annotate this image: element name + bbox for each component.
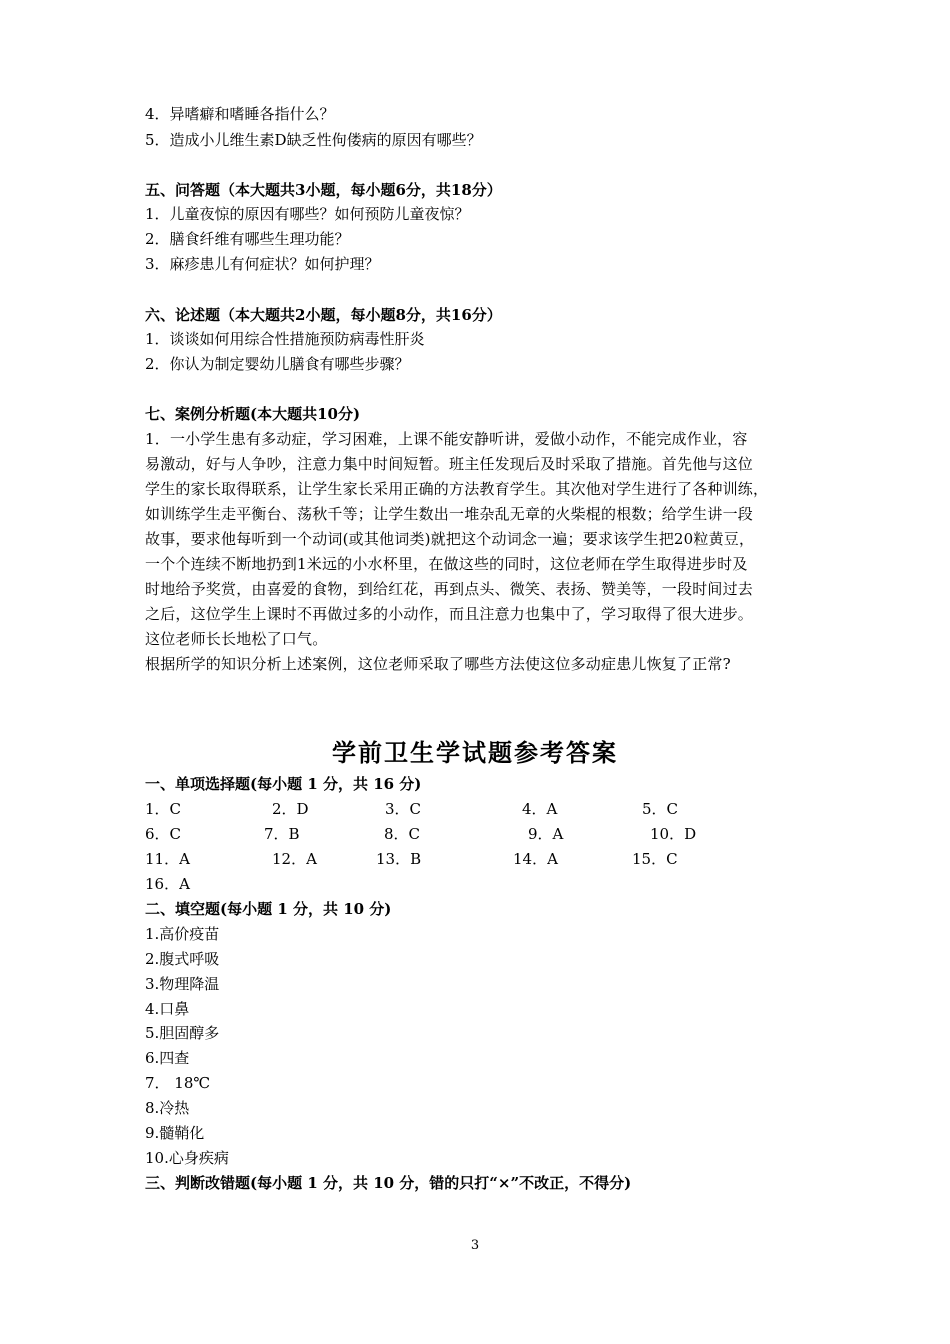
fill-answer: 3.物理降温 xyxy=(145,975,220,993)
answer-16: 16．A xyxy=(145,875,190,893)
fill-answer: 10.心身疾病 xyxy=(145,1149,229,1167)
answer-4: 4．A xyxy=(522,800,558,818)
section-5-item: 2．膳食纤维有哪些生理功能？ xyxy=(145,230,350,248)
fill-answer: 9.髓鞘化 xyxy=(145,1124,205,1142)
case-paragraph-line: 故事，要求他每听到一个动词(或其他词类)就把这个动词念一遍；要求该学生把20粒黄豆， xyxy=(145,530,755,548)
answer-14: 14．A xyxy=(513,850,558,868)
fill-answer: 5.胆固醇多 xyxy=(145,1024,220,1042)
answer-6: 6．C xyxy=(145,825,182,843)
section-6-item: 2．你认为制定婴幼儿膳食有哪些步骤？ xyxy=(145,355,410,373)
case-paragraph-line: 时地给予奖赏，由喜爱的食物，到给红花，再到点头、微笑、表扬、赞美等，一段时间过去 xyxy=(145,580,754,598)
section-7-heading: 七、案例分析题(本大题共10分) xyxy=(145,405,361,423)
section-5-item: 1．儿童夜惊的原因有哪些？如何预防儿童夜惊？ xyxy=(145,205,470,223)
case-question-line: 根据所学的知识分析上述案例，这位老师采取了哪些方法使这位多动症患儿恢复了正常? xyxy=(145,655,731,673)
case-paragraph-line: 之后，这位学生上课时不再做过多的小动作，而且注意力也集中了，学习取得了很大进步。 xyxy=(145,605,754,623)
section-5-item: 3．麻疹患儿有何症状？如何护理？ xyxy=(145,255,380,273)
answer-11: 11．A xyxy=(145,850,190,868)
section-6-item: 1．谈谈如何用综合性措施预防病毒性肝炎 xyxy=(145,330,425,348)
fill-answer: 2.腹式呼吸 xyxy=(145,950,220,968)
answers-title: 学前卫生学试题参考答案 xyxy=(332,739,618,767)
case-paragraph-line: 1．一小学生患有多动症，学习困难，上课不能安静听讲，爱做小动作，不能完成作业，容 xyxy=(145,430,748,448)
case-paragraph-line: 学生的家长取得联系，让学生家长采用正确的方法教育学生。其次他对学生进行了各种训练， xyxy=(145,480,769,498)
answer-section-3-heading: 三、判断改错题(每小题 1 分，共 10 分，错的只打“×”不改正，不得分) xyxy=(145,1174,632,1192)
answer-10: 10．D xyxy=(650,825,697,843)
question-5: 5．造成小儿维生素D缺乏性佝偻病的原因有哪些？ xyxy=(145,131,482,149)
answer-7: 7．B xyxy=(264,825,300,843)
answer-8: 8．C xyxy=(384,825,421,843)
answer-9: 9．A xyxy=(528,825,564,843)
answer-2: 2．D xyxy=(272,800,309,818)
answer-3: 3．C xyxy=(385,800,422,818)
fill-answer: 6.四查 xyxy=(145,1049,190,1067)
answer-13: 13．B xyxy=(376,850,422,868)
case-paragraph-line: 如训练学生走平衡台、荡秋千等；让学生数出一堆杂乱无章的火柴棍的根数；给学生讲一段 xyxy=(145,505,754,523)
answer-1: 1．C xyxy=(145,800,182,818)
case-paragraph-line: 一个个连续不断地扔到1米远的小水杯里，在做这些的同时，这位老师在学生取得进步时及 xyxy=(145,555,748,573)
answer-section-1-heading: 一、单项选择题(每小题 1 分，共 16 分) xyxy=(145,775,422,793)
case-paragraph-line: 这位老师长长地松了口气。 xyxy=(145,630,328,648)
case-paragraph-line: 易激动，好与人争吵，注意力集中时间短暂。班主任发现后及时采取了措施。首先他与这位 xyxy=(145,455,754,473)
fill-answer: 7． 18℃ xyxy=(145,1074,211,1092)
answer-15: 15．C xyxy=(632,850,678,868)
answer-12: 12．A xyxy=(272,850,317,868)
section-6-heading: 六、论述题（本大题共2小题，每小题8分，共16分） xyxy=(145,306,502,324)
question-4: 4．异嗜癖和嗜睡各指什么？ xyxy=(145,105,335,123)
answer-5: 5．C xyxy=(642,800,679,818)
answer-section-2-heading: 二、填空题(每小题 1 分，共 10 分) xyxy=(145,900,392,918)
section-5-heading: 五、问答题（本大题共3小题，每小题6分，共18分） xyxy=(145,181,502,199)
fill-answer: 8.冷热 xyxy=(145,1099,190,1117)
fill-answer: 4.口鼻 xyxy=(145,1000,190,1018)
fill-answer: 1.高价疫苗 xyxy=(145,925,220,943)
page-number: 3 xyxy=(470,1238,480,1253)
